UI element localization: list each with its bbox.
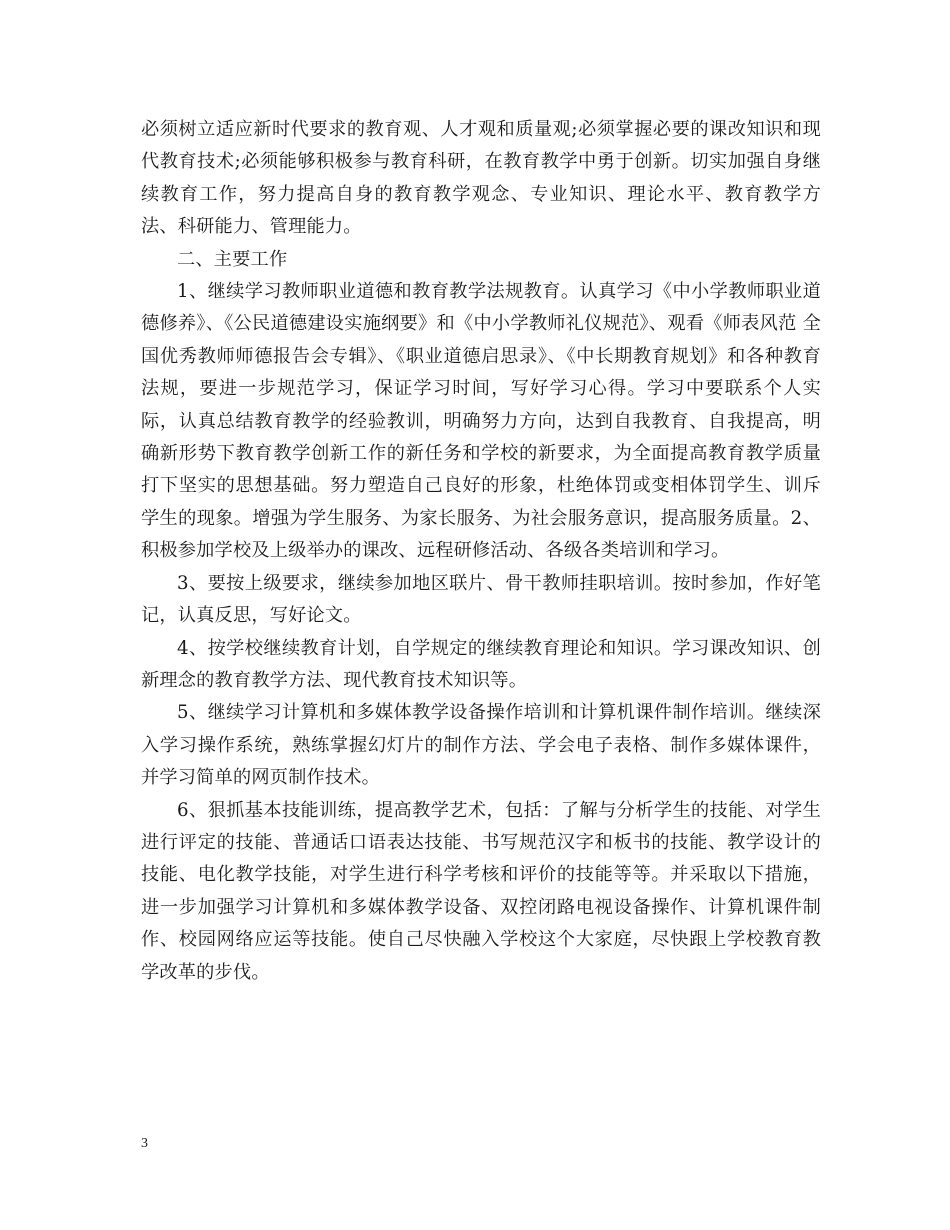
paragraph-item-4: 4、按学校继续教育计划，自学规定的继续教育理论和知识。学习课改知识、创新理念的教育教学方法、现代教育技术知识等。: [141, 637, 821, 691]
paragraph-item-3: 3、要按上级要求，继续参加地区联片、骨干教师挂职培训。按时参加，作好笔记，认真反思，写好论文。: [141, 572, 821, 627]
paragraph-item-1: 1、继续学习教师职业道德和教育教学法规教育。认真学习《中小学教师职业道德修养》、《公民道德建设实施纲要》和《中小学教师礼仪规范》、观看《师表风范 全国优秀教师师德报告会专辑》、《职业道德启思录》、《中长期教育规划》和各种教育法规，要进一步规范学习，保证学习时间，写好学习心得。学习中要联系个人实际，认真总结教育教学的经验教训，明确努力方向，达到自我教育、自我提高，明确新形势下教育教学创新工作的新任务和学校的新要求，为全面提高教育教学质量打下坚实的思想基础。努力塑造自己良好的形象，杜绝体罚或变相体罚学生、训斥学生的现象。增强为学生服务、为家长服务、为社会服务意识，提高服务质量。2、积极参加学校及上级举办的课改、远程研修活动、各级各类培训和学习。: [141, 281, 821, 562]
paragraph-item-6: 6、狠抓基本技能训练，提高教学艺术，包括：了解与分析学生的技能、对学生进行评定的技能、普通话口语表达技能、书写规范汉字和板书的技能、教学设计的技能、电化教学技能，对学生进行科学考核和评价的技能等等。并采取以下措施，进一步加强学习计算机和多媒体教学设备、双控闭路电视设备操作、计算机课件制作、校园网络应运等技能。使自己尽快融入学校这个大家庭，尽快跟上学校教育教学改革的步伐。: [141, 799, 821, 983]
paragraph-intro: 必须树立适应新时代要求的教育观、人才观和质量观;必须掌握必要的课改知识和现代教育技术;必须能够积极参与教育科研，在教育教学中勇于创新。切实加强自身继续教育工作，努力提高自身的教育教学观念、专业知识、理论水平、教育教学方法、科研能力、管理能力。: [141, 119, 821, 238]
document-body: [141, 114, 821, 989]
page-number: 3: [141, 1136, 148, 1151]
paragraph-item-5: 5、继续学习计算机和多媒体教学设备操作培训和计算机课件制作培训。继续深入学习操作系统，熟练掌握幻灯片的制作方法、学会电子表格、制作多媒体课件，并学习简单的网页制作技术。: [141, 702, 821, 789]
section-heading-main-work: 二、主要工作: [177, 248, 288, 270]
